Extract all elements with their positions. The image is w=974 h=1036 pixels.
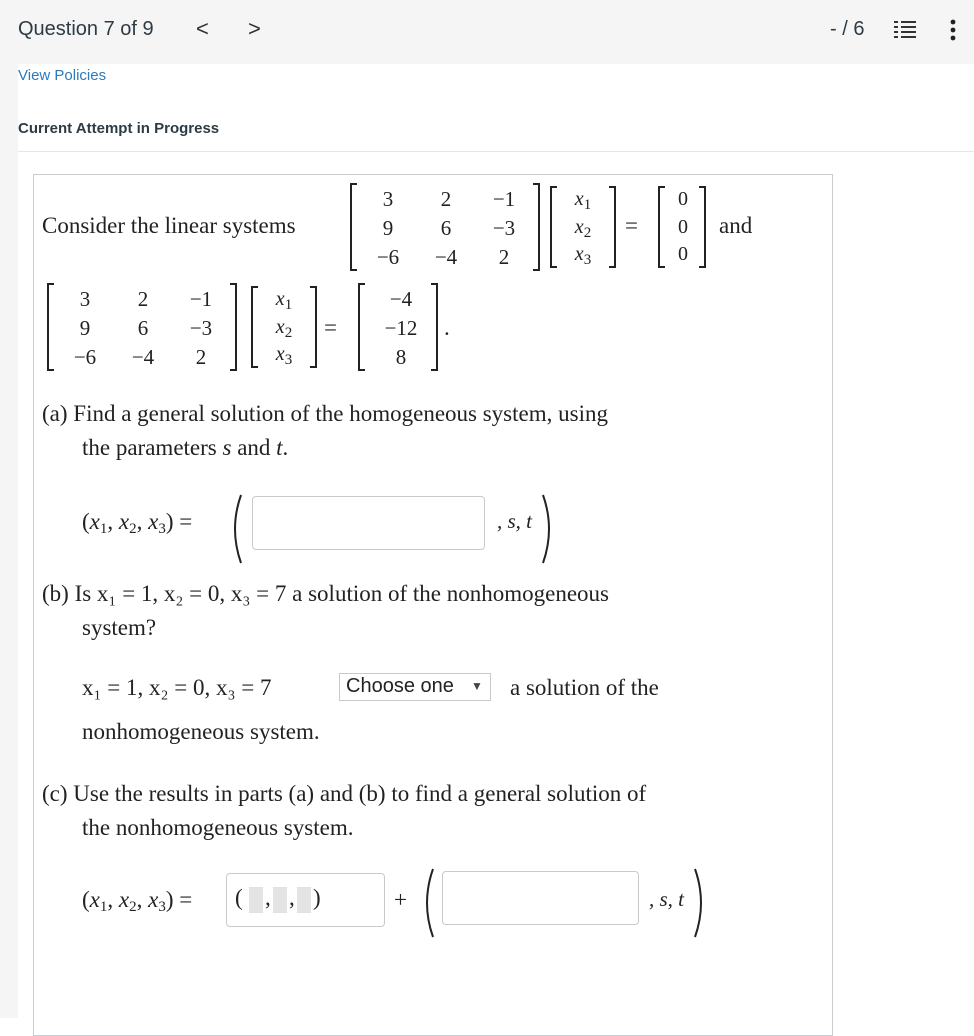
blank-x2[interactable]	[273, 887, 287, 913]
vector-entry: −4	[389, 287, 413, 311]
parameter-tail-a: , s, t	[497, 509, 533, 533]
part-b-after-dropdown: a solution of the	[510, 675, 659, 700]
matrix-entry: −1	[492, 187, 516, 211]
matrix-entry: −4	[434, 245, 458, 269]
part-c-prompt: (c) Use the results in parts (a) and (b) to find a general solution of	[42, 781, 647, 806]
question-panel	[33, 174, 833, 1036]
matrix-entry: 2	[137, 287, 149, 311]
close-paren-c	[692, 867, 708, 939]
problem-intro: Consider the linear systems	[42, 213, 296, 238]
vector-entry: 0	[678, 188, 688, 210]
vector-entry: 0	[678, 243, 688, 265]
question-counter: Question 7 of 9	[18, 18, 154, 40]
part-a-prompt-line2: the parameters s and t.	[82, 435, 289, 460]
vector-entry: −12	[384, 316, 418, 340]
matrix-entry: 6	[440, 216, 452, 240]
variable-entry: $x_3$	[275, 343, 293, 368]
view-policies-link[interactable]: View Policies	[18, 67, 107, 84]
part-b-line3: nonhomogeneous system.	[82, 719, 320, 744]
comma: ,	[289, 885, 295, 910]
previous-question-button[interactable]: <	[196, 16, 209, 41]
part-c-prompt-line2: the nonhomogeneous system.	[82, 815, 354, 840]
part-b-prompt-line2: system?	[82, 615, 157, 640]
matrix-entry: 9	[79, 316, 91, 340]
score-display: - / 6	[830, 18, 865, 40]
matrix-entry: 3	[79, 287, 91, 311]
part-a-prompt: (a) Find a general solution of the homogeneous system, using	[42, 401, 608, 426]
left-gutter	[0, 64, 18, 1018]
variable-entry: $x_3$	[574, 243, 592, 268]
matrix-entry: −3	[492, 216, 516, 240]
close-paren: )	[313, 885, 321, 910]
matrix-entry: 6	[137, 316, 149, 340]
matrix-entry: 9	[382, 216, 394, 240]
matrix-entry: 2	[440, 187, 452, 211]
question-list-icon[interactable]	[894, 20, 916, 40]
matrix-entry: −4	[131, 345, 155, 369]
solution-dropdown[interactable]	[339, 673, 491, 701]
blank-x1[interactable]	[249, 887, 263, 913]
matrix-entry: −1	[189, 287, 213, 311]
top-bar	[0, 0, 974, 64]
tuple-label-c: (x1, x2, x3) =	[82, 887, 193, 915]
attempt-status: Current Attempt in Progress	[18, 120, 220, 137]
comma: ,	[265, 885, 271, 910]
parameter-tail-c: , s, t	[649, 887, 685, 911]
tuple-label-a: (x1, x2, x3) =	[82, 509, 193, 537]
close-paren-a	[540, 493, 556, 565]
homogeneous-solution-input[interactable]	[252, 496, 485, 550]
next-question-button[interactable]: >	[248, 16, 261, 41]
particular-tuple-template: (	[235, 885, 243, 910]
matrix-entry: 3	[382, 187, 394, 211]
dropdown-arrow-icon: ▼	[471, 679, 483, 693]
open-paren-c	[420, 867, 436, 939]
homogeneous-part-input[interactable]	[442, 871, 639, 925]
dropdown-label: Choose one	[346, 675, 454, 697]
solution-statement: x₁ = 1, x₂ = 0, x₃ = 7	[82, 675, 272, 700]
equals-sign: =	[324, 315, 337, 340]
divider	[18, 151, 974, 152]
variable-entry: $x_2$	[574, 216, 592, 241]
vector-entry: 8	[395, 345, 407, 369]
matrix-entry: −3	[189, 316, 213, 340]
variable-entry: $x_1$	[275, 288, 293, 313]
matrix-entry: 2	[498, 245, 510, 269]
more-options-icon[interactable]	[944, 18, 962, 42]
period: .	[444, 315, 450, 340]
part-b-prompt: (b) Is x₁ = 1, x₂ = 0, x₃ = 7 a solution of the nonhomogeneous	[42, 581, 609, 606]
matrix-entry: −6	[376, 245, 400, 269]
blank-x3[interactable]	[297, 887, 311, 913]
open-paren-a	[228, 493, 244, 565]
plus-sign: +	[394, 887, 407, 912]
matrix-entry: −6	[73, 345, 97, 369]
variable-entry: $x_2$	[275, 316, 293, 341]
vector-entry: 0	[678, 216, 688, 238]
equals-sign: =	[625, 213, 638, 238]
variable-entry: $x_1$	[574, 188, 592, 213]
matrix-entry: 2	[195, 345, 207, 369]
particular-solution-input[interactable]	[226, 873, 385, 927]
and-word: and	[719, 213, 753, 238]
